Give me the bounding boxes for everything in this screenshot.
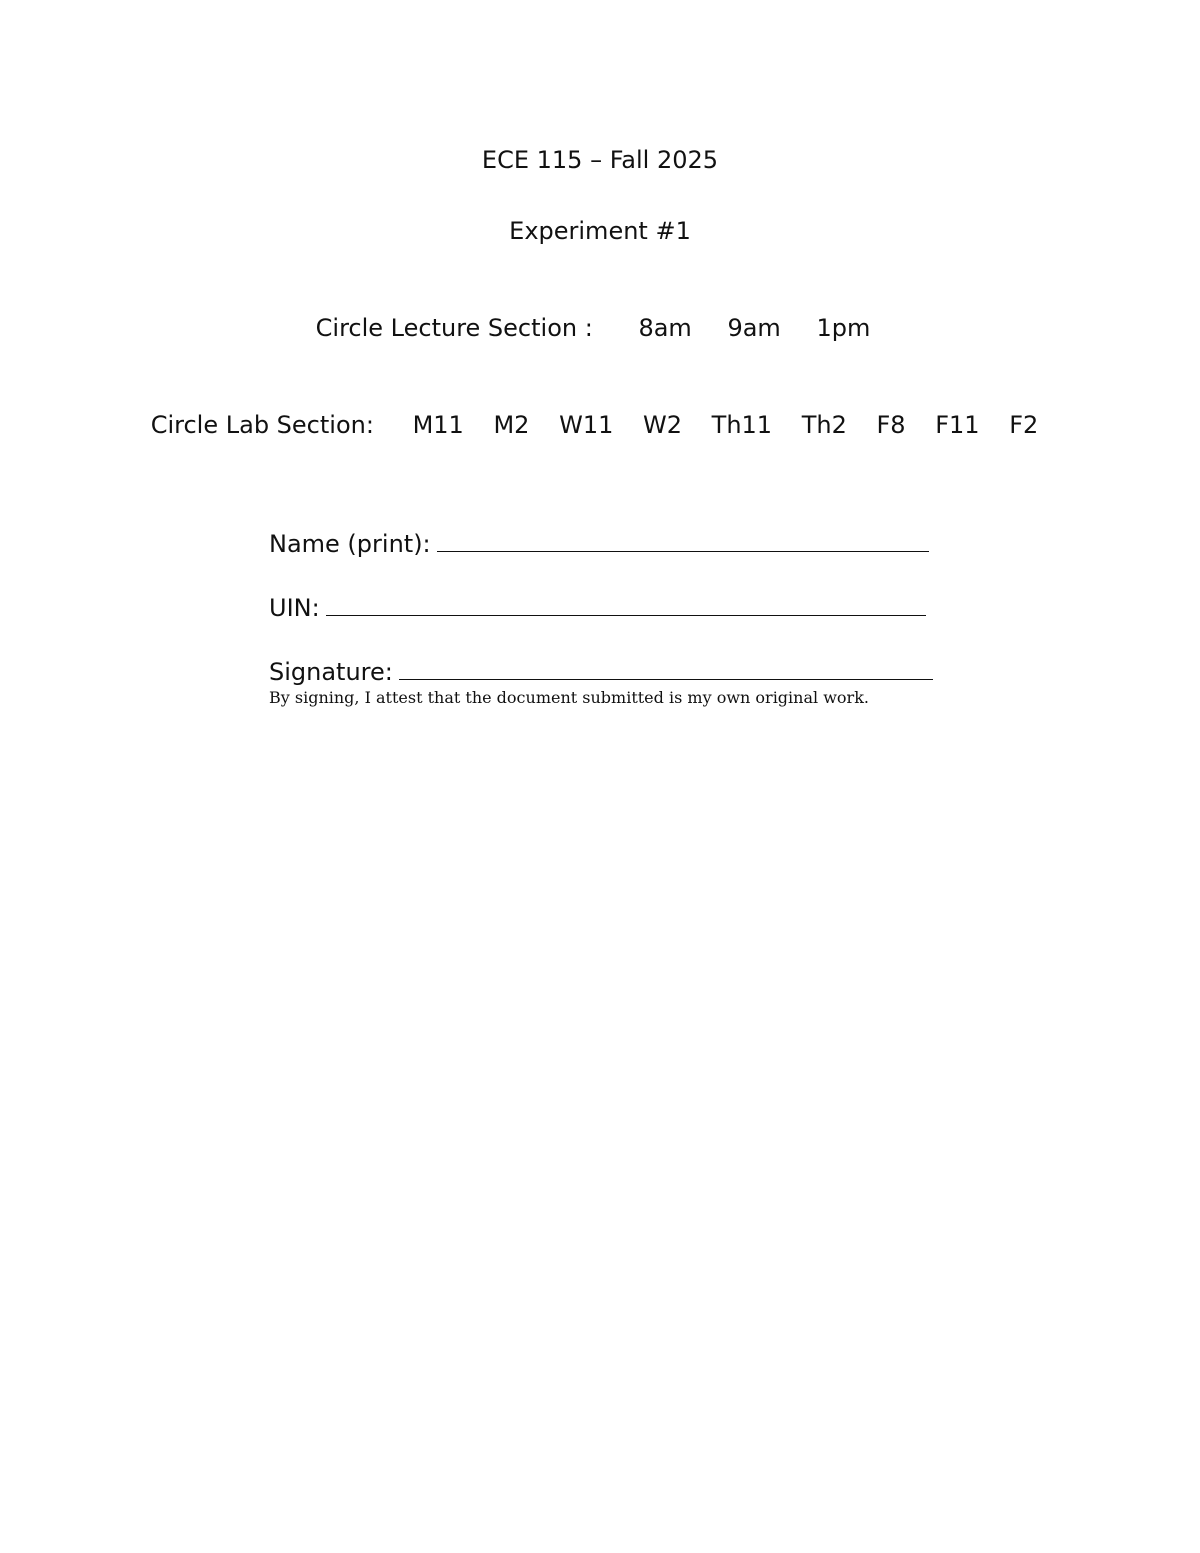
uin-label: UIN: xyxy=(269,594,320,622)
signature-field xyxy=(269,652,933,686)
lecture-section-row xyxy=(0,314,1200,342)
lab-option-f11[interactable]: F11 xyxy=(935,411,980,439)
lab-option-th11[interactable]: Th11 xyxy=(711,411,773,439)
name-field xyxy=(269,524,929,558)
name-input-line[interactable] xyxy=(437,551,929,552)
lab-option-m2[interactable]: M2 xyxy=(493,411,530,439)
lab-option-f8[interactable]: F8 xyxy=(876,411,906,439)
lecture-option-9am[interactable]: 9am xyxy=(727,314,781,342)
lecture-option-1pm[interactable]: 1pm xyxy=(816,314,871,342)
lab-section-row xyxy=(0,411,1200,439)
lecture-section-label: Circle Lecture Section : xyxy=(315,314,593,342)
attestation-text: By signing, I attest that the document submitted is my own original work. xyxy=(269,688,869,707)
uin-input-line[interactable] xyxy=(326,615,926,616)
lab-section-label: Circle Lab Section: xyxy=(150,411,374,439)
course-title: ECE 115 – Fall 2025 xyxy=(481,146,719,174)
name-label: Name (print): xyxy=(269,530,431,558)
lab-option-f2[interactable]: F2 xyxy=(1009,411,1039,439)
signature-label: Signature: xyxy=(269,658,393,686)
lab-option-w11[interactable]: W11 xyxy=(559,411,614,439)
uin-field xyxy=(269,588,926,622)
lab-option-w2[interactable]: W2 xyxy=(643,411,683,439)
lecture-option-8am[interactable]: 8am xyxy=(638,314,692,342)
experiment-title: Experiment #1 xyxy=(509,217,691,245)
signature-input-line[interactable] xyxy=(399,679,933,680)
lab-option-m11[interactable]: M11 xyxy=(412,411,464,439)
lab-option-th2[interactable]: Th2 xyxy=(801,411,847,439)
